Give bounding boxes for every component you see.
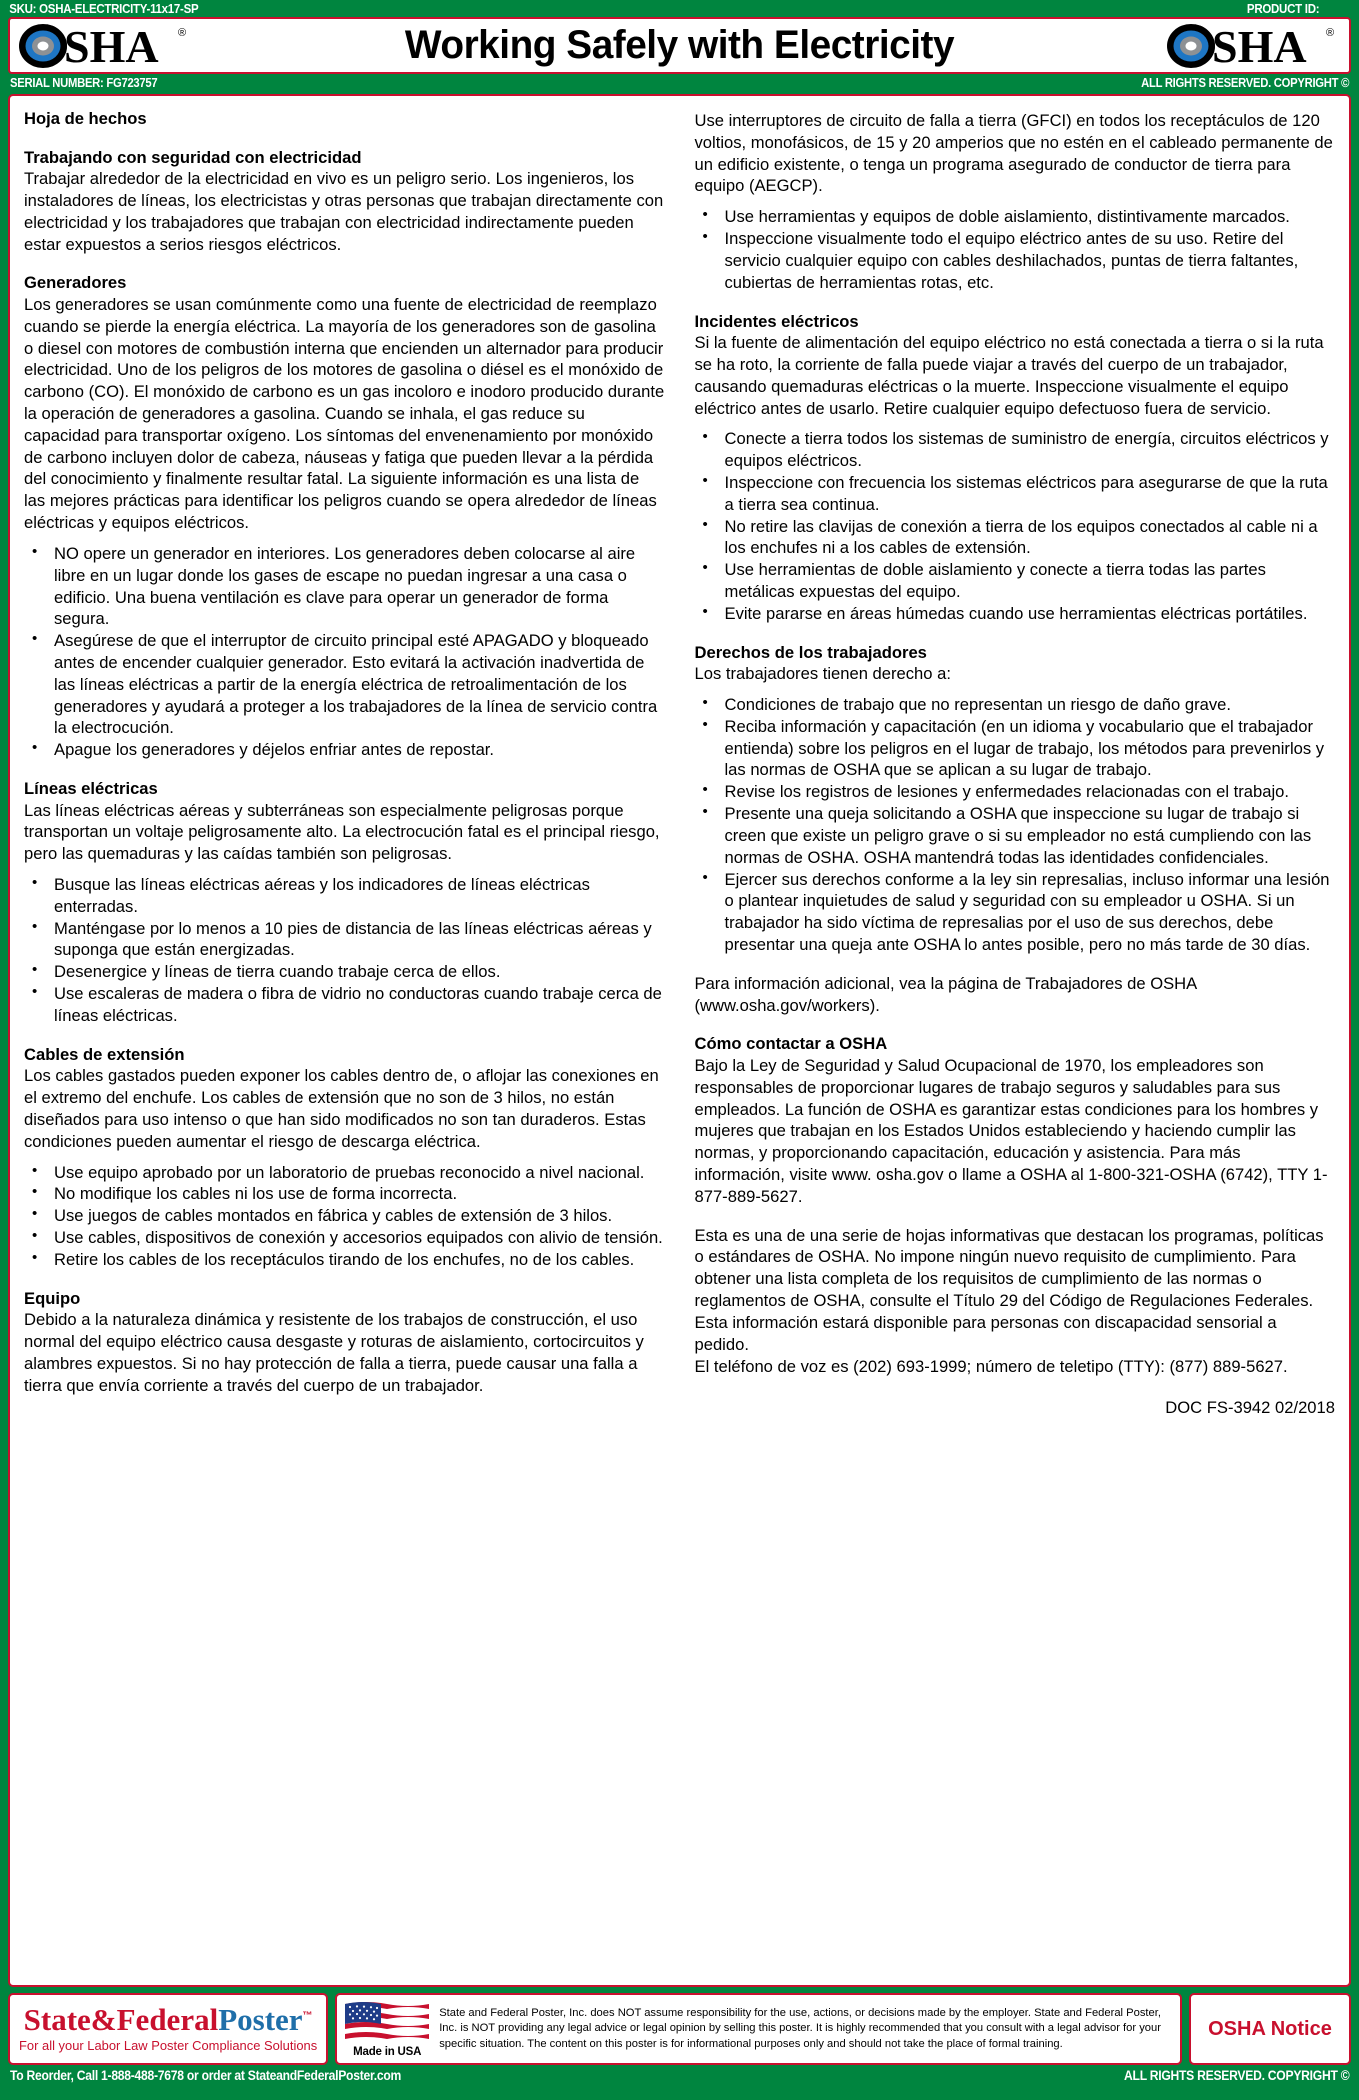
heading-electrical-incidents: Incidentes eléctricos: [694, 311, 859, 331]
serial-strip: [0, 74, 1359, 92]
para-phone-note: El teléfono de voz es (202) 693-1999; número de teletipo (TTY): (877) 889-5627.: [694, 1356, 1288, 1376]
state-federal-poster-logo-box: [8, 1993, 328, 2065]
svg-text:®: ®: [1326, 26, 1335, 39]
para-contact-osha: Bajo la Ley de Seguridad y Salud Ocupacional de 1970, los empleadores son responsables de proporcionar lugares de trabajo seguros y saludables para sus empleados. La función de OSHA es garantizar estas condiciones para los hombres y mujeres que trabajan en los Estados Unidos estableciendo y haciendo cumplir las normas, y proporcionando capacitación, educación y asistencia. Para más información, visite www. osha.gov o llame a OSHA al 1-800-321-OSHA (6742), TTY 1-877-889-5627.: [694, 1055, 1328, 1206]
made-in-usa-label: Made in USA: [353, 2046, 422, 2058]
list-item: • Revise los registros de lesiones y enfermedades relacionadas con el trabajo.: [695, 781, 1336, 803]
para-worker-rights-intro: Los trabajadores tienen derecho a:: [694, 664, 951, 684]
list-item: • Use equipo aprobado por un laboratorio de pruebas reconocido a nivel nacional.: [24, 1162, 665, 1184]
brand-state: State: [23, 2002, 91, 2037]
list-item: • No retire las clavijas de conexión a tierra de los equipos conectados al cable ni a los enchufes ni a los cables de extensión.: [695, 516, 1336, 560]
list-item: • Presente una queja solicitando a OSHA que inspeccione su lugar de trabajo si creen que existe un peligro grave o si su empleador no está cumpliendo con las normas de OSHA. OSHA mantendrá todas las identidades confidenciales.: [695, 803, 1336, 868]
sku-label: SKU: OSHA-ELECTRICITY-11x17-SP: [9, 1, 199, 16]
list-item: • Conecte a tierra todos los sistemas de suministro de energía, circuitos eléctricos y equipos eléctricos.: [695, 428, 1336, 472]
heading-generators: Generadores: [24, 273, 127, 293]
footer-row: [8, 1993, 1351, 2065]
list-item: • Manténgase por lo menos a 10 pies de distancia de las líneas eléctricas aéreas y suponga que están energizadas.: [24, 918, 665, 962]
copyright-label-top: ALL RIGHTS RESERVED. COPYRIGHT ©: [1140, 76, 1349, 90]
copyright-label-bottom: ALL RIGHTS RESERVED. COPYRIGHT ©: [1123, 2067, 1349, 2083]
para-working-safely: Trabajar alrededor de la electricidad en vivo es un peligro serio. Los ingenieros, los instaladores de líneas, los electricistas y otras personas que trabajan directamente con electricidad y los trabajadores que trabajan con electricidad indirectamente pueden estar expuestos a serios riesgos eléctricos.: [24, 169, 664, 254]
list-item: • Asegúrese de que el interruptor de circuito principal esté APAGADO y bloqueado antes de encender cualquier generador. Esto evitará la activación inadvertida de las líneas eléctricas a partir de la energía eléctrica de retroalimentación de los generadores y ayudará a proteger a los trabajadores de la línea de servicio contra la electrocución.: [24, 630, 665, 739]
usa-flag-icon: [343, 2000, 431, 2058]
brand-logo: [24, 2004, 313, 2035]
heading-working-safely: Trabajando con seguridad con electricidad: [24, 147, 362, 167]
heading-worker-rights: Derechos de los trabajadores: [694, 642, 927, 662]
list-item: • Inspeccione visualmente todo el equipo eléctrico antes de su uso. Retire del servicio cualquier equipo con cables deshilachados, puntas de tierra faltantes, cubiertas de herramientas rotas, etc.: [695, 228, 1336, 293]
para-electrical-incidents: Si la fuente de alimentación del equipo eléctrico no está conectada a tierra o si la ruta se ha roto, la corriente de falla puede viajar a través del cuerpo de un trabajador, causando quemaduras eléctricas o la muerte. Inspeccione visualmente el equipo eléctrico antes de usarlo. Retire cualquier equipo defectuoso fuera de servicio.: [694, 333, 1324, 418]
disclaimer-box: [335, 1993, 1182, 2065]
heading-contact-osha: Cómo contactar a OSHA: [694, 1034, 888, 1054]
para-gfci: Use interruptores de circuito de falla a tierra (GFCI) en todos los receptáculos de 120 voltios, monofásicos, de 15 y 20 amperios que no estén en el cableado permanente de un edificio existente, o tenga un programa asegurado de conductor de tierra para equipo (AEGCP).: [694, 111, 1333, 196]
disclaimer-text: State and Federal Poster, Inc. does NOT assume responsibility for the use, actions, or decisions made by the employer. State and Federal Poster, Inc. is NOT providing any legal advice or legal opinion by selling this poster. It is highly recommended that you consult with a legal advisor for your specific situation. The content on this poster is for informational purposes only and should not take the place of formal training.: [439, 2006, 1161, 2050]
bullets-worker-rights: [695, 694, 1336, 956]
reorder-text: To Reorder, Call 1-888-488-7678 or order at StateandFederalPoster.com: [10, 2067, 402, 2083]
bullets-gfci: [695, 206, 1336, 293]
bullets-extension-cords: [24, 1162, 665, 1271]
svg-text:®: ®: [178, 26, 187, 39]
list-item: • Apague los generadores y déjelos enfriar antes de repostar.: [24, 739, 665, 761]
list-item: • Busque las líneas eléctricas aéreas y los indicadores de líneas eléctricas enterradas.: [24, 874, 665, 918]
list-item: • Reciba información y capacitación (en un idioma y vocabulario que el trabajador entienda) sobre los peligros en el lugar de trabajo, los métodos para prevenirlos y las normas de OSHA que se aplican a su lugar de trabajo.: [695, 716, 1336, 781]
para-extension-cords: Los cables gastados pueden exponer los cables dentro de, o aflojar las conexiones en el extremo del enchufe. Los cables de extensión que no son de 3 hilos, no están diseñados para uso intenso o que han sido modificados no son tan duraderos. Estas condiciones pueden aumentar el riesgo de descarga eléctrica.: [24, 1066, 659, 1151]
list-item: • Use herramientas y equipos de doble aislamiento, distintivamente marcados.: [695, 206, 1336, 228]
doc-code: DOC FS-3942 02/2018: [1165, 1398, 1335, 1418]
svg-text:SHA: SHA: [1212, 21, 1307, 70]
bullets-power-lines: [24, 874, 665, 1027]
list-item: • No modifique los cables ni los use de forma incorrecta.: [24, 1183, 665, 1205]
osha-logo-left: [18, 22, 193, 70]
list-item: • NO opere un generador en interiores. Los generadores deben colocarse al aire libre en un lugar donde los gases de escape no puedan ingresar a una casa o edificio. Una buena ventilación es clave para operar un generador de forma segura.: [24, 543, 665, 630]
product-id-label: PRODUCT ID:: [1246, 1, 1320, 16]
osha-notice-label: OSHA Notice: [1208, 2017, 1332, 2040]
list-item: • Inspeccione con frecuencia los sistemas eléctricos para asegurarse de que la ruta a tierra sea continua.: [695, 472, 1336, 516]
osha-logo-right: [1166, 22, 1341, 70]
serial-number-label: SERIAL NUMBER: FG723757: [10, 76, 158, 90]
fact-sheet-heading: Hoja de hechos: [24, 109, 147, 128]
brand-ampersand: &: [90, 2002, 117, 2037]
list-item: • Use cables, dispositivos de conexión y accesorios equipados con alivio de tensión.: [24, 1227, 665, 1249]
trademark-icon: ™: [302, 2010, 313, 2022]
para-more-info: Para información adicional, vea la página de Trabajadores de OSHA (www.osha.gov/workers).: [694, 973, 1197, 1015]
brand-federal: Federal: [116, 2002, 219, 2037]
list-item: • Ejercer sus derechos conforme a la ley sin represalias, incluso informar una lesión o plantear inquietudes de salud y seguridad con su empleador u OSHA. Si un trabajador ha sido víctima de represalias por el uso de sus derechos, debe presentar una queja ante OSHA lo antes posible, pero no más tarde de 30 días.: [695, 869, 1336, 956]
svg-text:SHA: SHA: [64, 21, 159, 70]
para-series-note: Esta es una de una serie de hojas informativas que destacan los programas, políticas o estándares de OSHA. No impone ningún nuevo requisito de cumplimiento. Para obtener una lista completa de los requisitos de cumplimiento de las normas o reglamentos de OSHA, consulte el Título 29 del Código de Regulaciones Federales. Esta información estará disponible para personas con discapacidad sensorial a pedido.: [694, 1225, 1324, 1354]
heading-power-lines: Líneas eléctricas: [24, 779, 158, 798]
list-item: • Evite pararse en áreas húmedas cuando use herramientas eléctricas portátiles.: [695, 603, 1336, 625]
osha-notice-box: [1189, 1993, 1351, 2065]
content-panel: [8, 94, 1351, 1987]
list-item: • Use escaleras de madera o fibra de vidrio no conductoras cuando trabaje cerca de líneas eléctricas.: [24, 983, 665, 1027]
list-item: • Use juegos de cables montados en fábrica y cables de extensión de 3 hilos.: [24, 1205, 665, 1227]
para-power-lines: Las líneas eléctricas aéreas y subterráneas son especialmente peligrosas porque transportan un voltaje peligrosamente alto. La electrocución fatal es el principal riesgo, pero las quemaduras y las caídas también son peligrosas.: [24, 800, 660, 864]
left-column: [24, 108, 665, 1977]
brand-poster: Poster: [218, 2002, 303, 2037]
header-banner: [8, 17, 1351, 74]
list-item: • Desenergice y líneas de tierra cuando trabaje cerca de ellos.: [24, 961, 665, 983]
list-item: • Retire los cables de los receptáculos tirando de los enchufes, no de los cables.: [24, 1249, 665, 1271]
heading-equipment: Equipo: [24, 1288, 81, 1308]
list-item: • Condiciones de trabajo que no representan un riesgo de daño grave.: [695, 694, 1336, 716]
page-title: Working Safely with Electricity: [404, 23, 955, 67]
list-item: • Use herramientas de doble aislamiento y conecte a tierra todas las partes metálicas expuestas del equipo.: [695, 559, 1336, 603]
bullets-generators: [24, 543, 665, 761]
bullets-electrical-incidents: [695, 428, 1336, 624]
para-generators: Los generadores se usan comúnmente como una fuente de electricidad de reemplazo cuando se pierde la energía eléctrica. La mayoría de los generadores son de gasolina o diesel con motores de combustión interna que encienden un alternador para producir electricidad. Uno de los peligros de los motores de gasolina o diésel es el monóxido de carbono (CO). El monóxido de carbono es un gas incoloro e inodoro producido durante la operación de generadores a gasolina. Cuando se inhala, el gas reduce su capacidad para transportar oxígeno. Los síntomas del envenenamiento por monóxido de carbono incluyen dolor de cabeza, náuseas y fatiga que pueden llevar a la pérdida del conocimiento y finalmente resultar fatal. La siguiente información es una lista de las mejores prácticas para identificar los peligros cuando se opera alrededor de líneas eléctricas y equipos eléctricos.: [24, 294, 665, 533]
brand-tagline: For all your Labor Law Poster Compliance Solutions: [19, 2038, 318, 2053]
sku-strip: [0, 0, 1320, 17]
heading-extension-cords: Cables de extensión: [24, 1044, 185, 1064]
para-equipment: Debido a la naturaleza dinámica y resistente de los trabajos de construcción, el uso normal del equipo eléctrico causa desgaste y roturas de aislamiento, cortocircuitos y alambres expuestos. Si no hay protección de falla a tierra, puede causar una falla a tierra que envía corriente a través del cuerpo de un trabajador.: [24, 1310, 644, 1395]
right-column: [695, 108, 1336, 1977]
bottom-strip: [0, 2065, 1359, 2085]
